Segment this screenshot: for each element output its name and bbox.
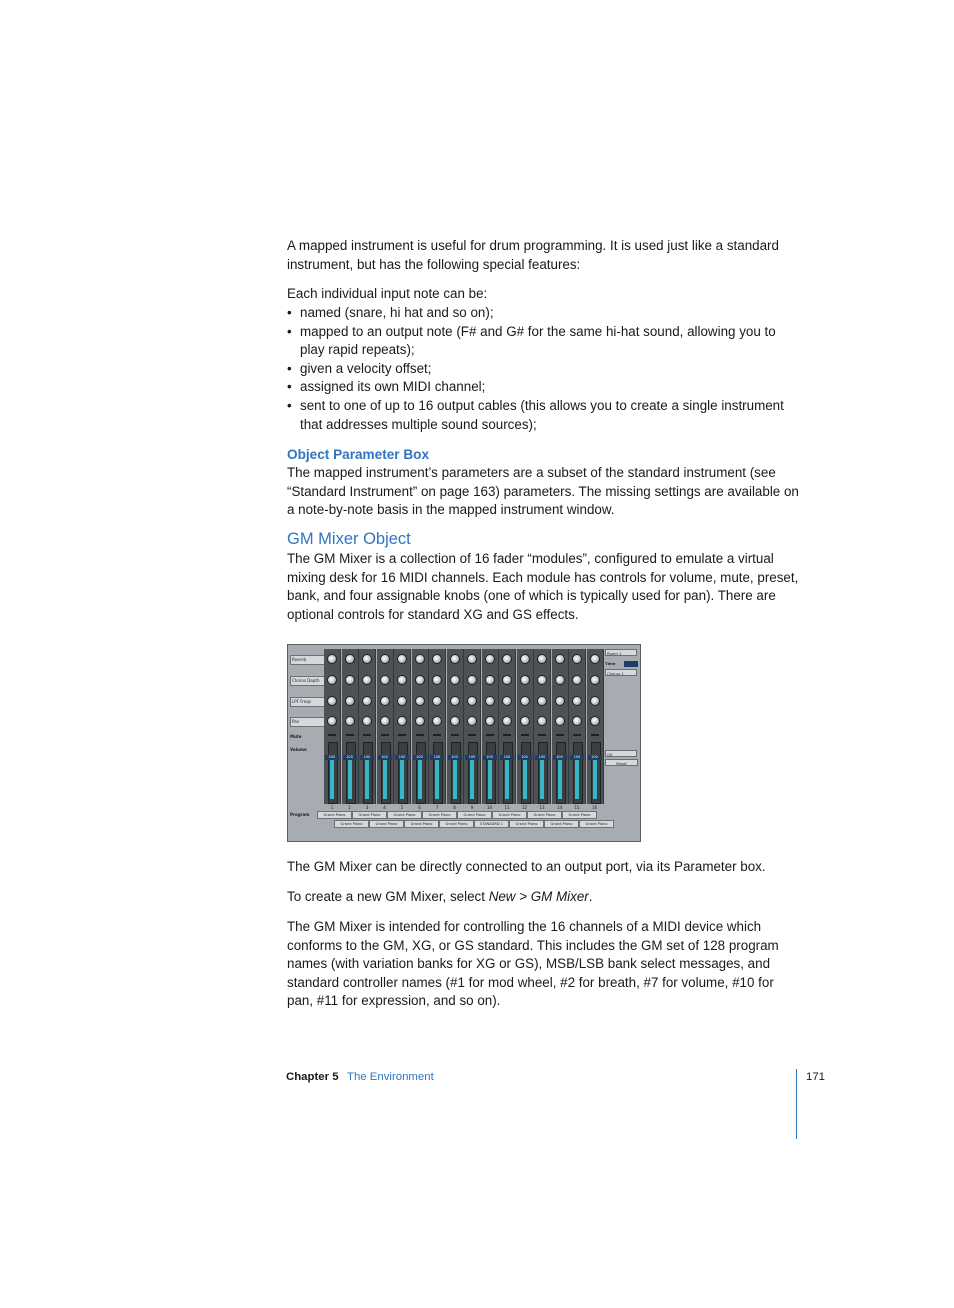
knob-icon[interactable]	[590, 716, 600, 726]
intended-paragraph: The GM Mixer is intended for controlling the 16 channels of a MIDI device which conforms to the GM, XG, or GS standard. This includes the GM set of 128 program names (with variation banks for XG or GS), MSB/LSB bank select messages, and standard controller names (#1 for mod wheel, #2 for breath, #7 for volume, #10 for pan, #11 for expression, and so on).	[287, 919, 779, 1009]
program-select[interactable]: Grand Piano	[317, 811, 352, 819]
knob-icon[interactable]	[415, 696, 425, 706]
list-item: • named (snare, hi hat and so on);	[287, 304, 797, 323]
volume-fader-level	[470, 758, 474, 799]
volume-value: 100	[465, 755, 479, 760]
channel-number: 5	[400, 805, 404, 810]
program-select[interactable]: Grand Piano	[334, 820, 369, 828]
knob-icon[interactable]	[397, 716, 407, 726]
reverb-time-value	[624, 661, 638, 667]
reset-button[interactable]: Reset	[605, 759, 638, 766]
volume-fader-level	[348, 758, 352, 799]
channel-strip	[429, 649, 446, 804]
row-label-chorus: Chorus Depth	[290, 676, 326, 686]
program-select[interactable]: Grand Piano	[404, 820, 439, 828]
program-select[interactable]: Grand Piano	[544, 820, 579, 828]
mute-button[interactable]	[398, 734, 406, 736]
knob-icon[interactable]	[397, 675, 407, 685]
volume-value: 100	[395, 755, 409, 760]
channel-number: 10	[486, 805, 493, 810]
parameter-box-paragraph: The mapped instrument’s parameters are a subset of the standard instrument (see “Standard Instrument” on page 163) parameters. The missing settings are available on a note-by-note basis in the mapped instrument window.	[287, 465, 799, 518]
knob-icon[interactable]	[345, 675, 355, 685]
knob-icon[interactable]	[450, 675, 460, 685]
knob-icon[interactable]	[467, 654, 477, 664]
program-select[interactable]: Grand Piano	[422, 811, 457, 819]
knob-icon[interactable]	[432, 654, 442, 664]
mute-button[interactable]	[381, 734, 389, 736]
volume-value: 100	[360, 755, 374, 760]
knob-icon[interactable]	[397, 696, 407, 706]
channel-number: 6	[418, 805, 421, 810]
channel-strip	[447, 649, 464, 804]
channel-number: 12	[521, 805, 528, 810]
volume-value: 100	[570, 755, 584, 760]
knob-icon[interactable]	[572, 654, 582, 664]
knob-icon[interactable]	[537, 716, 547, 726]
knob-icon[interactable]	[555, 696, 565, 706]
reverb-type-select[interactable]: Room 1	[605, 649, 637, 656]
program-select[interactable]: Grand Piano	[579, 820, 614, 828]
volume-fader-level	[435, 758, 439, 799]
channel-number: 1	[330, 805, 334, 810]
knob-icon[interactable]	[467, 675, 477, 685]
knob-icon[interactable]	[450, 696, 460, 706]
volume-fader-level	[453, 758, 457, 799]
mute-button[interactable]	[328, 734, 336, 736]
program-select[interactable]: STANDARD 1	[474, 820, 509, 828]
volume-value: 100	[588, 755, 602, 760]
volume-value: 100	[413, 755, 427, 760]
channel-strip	[569, 649, 586, 804]
volume-fader-level	[383, 758, 387, 799]
mute-button[interactable]	[346, 734, 354, 736]
program-select[interactable]: Grand Piano	[369, 820, 404, 828]
channel-number: 15	[574, 805, 580, 810]
each-note-paragraph: Each individual input note can be:	[287, 286, 488, 301]
volume-value: 100	[343, 755, 357, 760]
channel-number: 11	[504, 805, 510, 810]
row-label-reverb: Reverb	[290, 655, 326, 665]
knob-icon[interactable]	[397, 654, 407, 664]
volume-value: 100	[378, 755, 392, 760]
knob-icon[interactable]	[362, 696, 372, 706]
knob-icon[interactable]	[415, 675, 425, 685]
volume-value: 100	[483, 755, 497, 760]
channel-number: 7	[435, 805, 439, 810]
object-parameter-box-heading: Object Parameter Box	[287, 447, 430, 462]
knob-icon[interactable]	[572, 696, 582, 706]
knob-icon[interactable]	[362, 675, 372, 685]
knob-icon[interactable]	[345, 716, 355, 726]
channel-strip	[534, 649, 551, 804]
knob-icon[interactable]	[572, 716, 582, 726]
knob-icon[interactable]	[380, 654, 390, 664]
knob-icon[interactable]	[345, 696, 355, 706]
knob-icon[interactable]	[362, 654, 372, 664]
knob-icon[interactable]	[520, 654, 530, 664]
mute-button[interactable]	[591, 734, 599, 736]
mute-button[interactable]	[503, 734, 511, 736]
knob-icon[interactable]	[362, 716, 372, 726]
knob-icon[interactable]	[327, 716, 337, 726]
list-item: • mapped to an output note (F# and G# for the same hi-hat sound, allowing you to play rapid repeats);	[287, 323, 797, 360]
footer-chapter: Chapter 5	[286, 1071, 339, 1083]
mute-label: Mute	[290, 734, 302, 739]
mute-button[interactable]	[538, 734, 546, 736]
volume-value: 100	[535, 755, 549, 760]
channel-number: 4	[383, 805, 386, 810]
feature-list	[287, 304, 797, 434]
volume-fader-level	[523, 758, 527, 799]
page-number: 171	[806, 1071, 826, 1083]
knob-icon[interactable]	[415, 716, 425, 726]
reverb-time[interactable]: Time	[605, 660, 638, 668]
menu-path: New > GM Mixer	[488, 889, 589, 904]
mute-button[interactable]	[363, 734, 371, 736]
knob-icon[interactable]	[590, 696, 600, 706]
gm-mixer-screenshot	[287, 644, 641, 842]
knob-icon[interactable]	[572, 675, 582, 685]
create-paragraph: To create a new GM Mixer, select New > GM Mixer.	[287, 889, 593, 904]
channel-number: 2	[348, 805, 351, 810]
program-select[interactable]: Grand Piano	[509, 820, 544, 828]
channel-number: 14	[556, 805, 563, 810]
volume-value: 100	[518, 755, 532, 760]
row-label-pan: Pan	[290, 717, 326, 727]
channel-strip	[552, 649, 569, 804]
volume-label: Volume	[290, 747, 307, 752]
mute-button[interactable]	[468, 734, 476, 736]
chorus-type-select[interactable]: Chorus 1	[605, 669, 637, 676]
channel-number: 9	[470, 805, 474, 810]
program-select[interactable]: Grand Piano	[457, 811, 492, 819]
channel-strip	[412, 649, 429, 804]
gm-intro-paragraph: The GM Mixer is a collection of 16 fader “modules”, configured to emulate a virtual mixing desk for 16 MIDI channels. Each module has controls for volume, mute, preset, bank, and four assignable knobs (one of which is typically used for pan). There are optional controls for standard XG and GS effects.	[287, 551, 799, 622]
volume-fader-level	[575, 758, 579, 799]
program-select[interactable]: Grand Piano	[562, 811, 597, 819]
program-label: Program	[290, 812, 310, 817]
knob-icon[interactable]	[432, 696, 442, 706]
knob-icon[interactable]	[467, 696, 477, 706]
gm-mixer-heading: GM Mixer Object	[287, 530, 411, 548]
list-item: • sent to one of up to 16 output cables (this allows you to create a single instrument that addresses multiple sound sources);	[287, 397, 797, 434]
knob-icon[interactable]	[502, 716, 512, 726]
knob-icon[interactable]	[485, 716, 495, 726]
knob-icon[interactable]	[555, 675, 565, 685]
channel-strip	[359, 649, 376, 804]
knob-icon[interactable]	[590, 675, 600, 685]
channel-number: 3	[365, 805, 369, 810]
knob-icon[interactable]	[485, 696, 495, 706]
knob-icon[interactable]	[537, 675, 547, 685]
volume-fader-level	[330, 758, 334, 799]
channel-strip	[517, 649, 534, 804]
volume-fader-level	[488, 758, 492, 799]
channel-number: 16	[591, 805, 598, 810]
knob-icon[interactable]	[520, 675, 530, 685]
program-select[interactable]: Grand Piano	[352, 811, 387, 819]
channel-strip	[587, 649, 604, 804]
volume-fader-level	[505, 758, 509, 799]
knob-icon[interactable]	[380, 675, 390, 685]
knob-icon[interactable]	[590, 654, 600, 664]
list-item: • assigned its own MIDI channel;	[287, 378, 797, 397]
mute-button[interactable]	[556, 734, 564, 736]
knob-icon[interactable]	[520, 716, 530, 726]
channel-strip	[342, 649, 359, 804]
channel-strip	[394, 649, 411, 804]
mute-button[interactable]	[486, 734, 494, 736]
intro-paragraph: A mapped instrument is useful for drum programming. It is used just like a standard instrument, but has the following special features:	[287, 238, 779, 272]
channel-strip	[482, 649, 499, 804]
list-item: • given a velocity offset;	[287, 360, 797, 379]
volume-value: 100	[500, 755, 514, 760]
row-label-lpf: LPF Freqs	[290, 697, 326, 707]
knob-icon[interactable]	[502, 675, 512, 685]
program-select[interactable]: Grand Piano	[439, 820, 474, 828]
mute-button[interactable]	[521, 734, 529, 736]
knob-icon[interactable]	[380, 696, 390, 706]
knob-icon[interactable]	[537, 696, 547, 706]
knob-icon[interactable]	[450, 654, 460, 664]
knob-icon[interactable]	[380, 716, 390, 726]
mute-button[interactable]	[573, 734, 581, 736]
volume-fader-level	[365, 758, 369, 799]
channel-number: 13	[539, 805, 545, 810]
mute-button[interactable]	[416, 734, 424, 736]
knob-icon[interactable]	[327, 696, 337, 706]
volume-value: 100	[325, 755, 339, 760]
knob-icon[interactable]	[520, 696, 530, 706]
knob-icon[interactable]	[415, 654, 425, 664]
volume-fader-level	[593, 758, 597, 799]
channel-number: 8	[453, 805, 456, 810]
volume-value: 100	[430, 755, 444, 760]
channel-strip	[499, 649, 516, 804]
knob-icon[interactable]	[502, 696, 512, 706]
volume-fader-level	[540, 758, 544, 799]
knob-icon[interactable]	[555, 654, 565, 664]
channel-strip	[377, 649, 394, 804]
channel-strip	[464, 649, 481, 804]
connect-paragraph: The GM Mixer can be directly connected to an output port, via its Parameter box.	[287, 859, 766, 874]
program-select[interactable]: Grand Piano	[387, 811, 422, 819]
volume-value: 100	[448, 755, 462, 760]
knob-icon[interactable]	[502, 654, 512, 664]
mute-button[interactable]	[451, 734, 459, 736]
mute-button[interactable]	[433, 734, 441, 736]
mode-select[interactable]: GS	[605, 750, 637, 757]
knob-icon[interactable]	[345, 654, 355, 664]
volume-fader-level	[558, 758, 562, 799]
knob-icon[interactable]	[327, 675, 337, 685]
knob-icon[interactable]	[327, 654, 337, 664]
knob-icon[interactable]	[432, 716, 442, 726]
knob-icon[interactable]	[450, 716, 460, 726]
program-select[interactable]: Grand Piano	[492, 811, 527, 819]
program-select[interactable]: Grand Piano	[527, 811, 562, 819]
knob-icon[interactable]	[555, 716, 565, 726]
footer-chapter-title[interactable]: The Environment	[347, 1071, 434, 1083]
footer-rule	[796, 1069, 797, 1139]
volume-fader-level	[400, 758, 404, 799]
knob-icon[interactable]	[485, 654, 495, 664]
volume-fader-level	[418, 758, 422, 799]
knob-icon[interactable]	[537, 654, 547, 664]
knob-icon[interactable]	[467, 716, 477, 726]
volume-value: 100	[553, 755, 567, 760]
channel-strip	[324, 649, 341, 804]
knob-icon[interactable]	[485, 675, 495, 685]
knob-icon[interactable]	[432, 675, 442, 685]
